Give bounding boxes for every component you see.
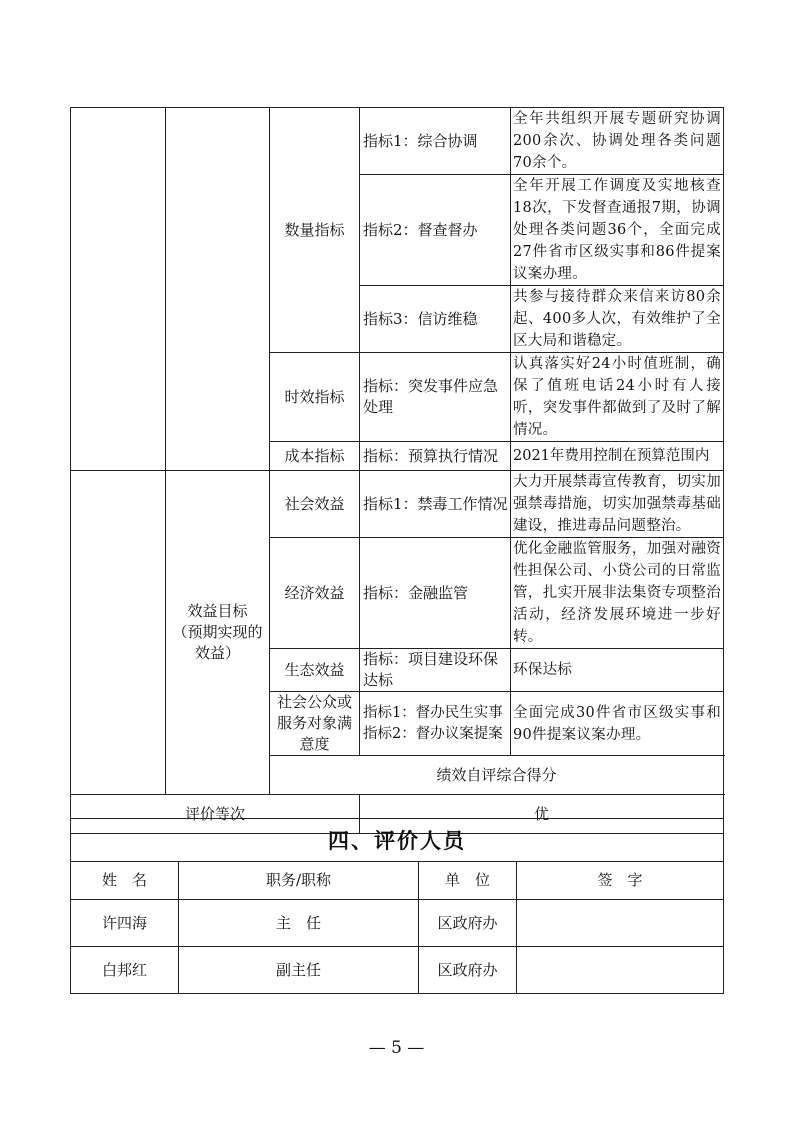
grade-label: 评价等次 <box>71 795 360 834</box>
header-unit: 单 位 <box>419 862 517 900</box>
empty-category-cell <box>166 108 270 471</box>
empty-category-cell <box>71 108 166 471</box>
indicator-satisfaction <box>360 692 511 756</box>
table-row <box>71 471 724 538</box>
page-number: — 5 — <box>368 1038 425 1058</box>
indicator-environment: 指标：项目建设环保达标 <box>360 649 511 692</box>
indicator-petitions: 指标3：信访维稳 <box>360 286 511 353</box>
evaluator-unit: 区政府办 <box>419 947 517 994</box>
sub-category-line: 社会公众或 <box>276 693 352 711</box>
indicator-value: 认真落实好24小时值班制，确保了值班电话24小时有人接听，突发事件都做到了及时了解情况。 <box>511 353 724 442</box>
indicator-value: 共参与接待群众来信来访80余起、400多人次，有效维护了全区大局和谐稳定。 <box>511 286 724 353</box>
table-row <box>71 108 724 175</box>
benefit-category-line: 效益） <box>194 644 240 662</box>
indicator-line: 指标1：督办民生实事 <box>363 704 503 721</box>
indicator-value: 全年开展工作调度及实地核查18次，下发督查通报7期，协调处理各类问题36个，全面完成27件省市区级实事和86件提案议案办理。 <box>511 175 724 286</box>
indicator-value: 全面完成30件省市区级实事和90件提案议案办理。 <box>511 692 724 756</box>
evaluator-name: 白邦红 <box>71 947 179 994</box>
indicator-value: 2021年费用控制在预算范围内 <box>511 442 724 471</box>
indicator-value: 大力开展禁毒宣传教育，切实加强禁毒措施，切实加强禁毒基础建设，推进毒品问题整治。 <box>511 471 724 538</box>
indicator-value: 环保达标 <box>511 649 724 692</box>
sub-category-cost: 成本指标 <box>270 442 360 471</box>
table-row <box>71 819 724 862</box>
header-name: 姓 名 <box>71 862 179 900</box>
evaluators-table <box>70 818 724 994</box>
table-row <box>71 947 724 994</box>
sub-category-line: 服务对象满 <box>276 714 352 732</box>
indicator-emergency: 指标：突发事件应急处理 <box>360 353 511 442</box>
sub-category-economic: 经济效益 <box>270 538 360 649</box>
indicator-supervision: 指标2：督查督办 <box>360 175 511 286</box>
sub-category-social: 社会效益 <box>270 471 360 538</box>
benefit-category-line: 效益目标 <box>187 602 248 620</box>
evaluator-signature <box>517 947 724 994</box>
header-title: 职务/职称 <box>179 862 419 900</box>
evaluator-unit: 区政府办 <box>419 900 517 947</box>
sub-category-ecological: 生态效益 <box>270 649 360 692</box>
indicator-value: 全年共组织开展专题研究协调200余次、协调处理各类问题70余个。 <box>511 108 724 175</box>
evaluator-signature <box>517 900 724 947</box>
indicator-coordination: 指标1：综合协调 <box>360 108 511 175</box>
sub-category-line: 意度 <box>299 735 330 753</box>
indicator-finance: 指标：金融监管 <box>360 538 511 649</box>
grade-value: 优 <box>360 795 724 834</box>
indicator-line: 指标2：督办议案提案 <box>363 725 503 742</box>
evaluator-name: 许四海 <box>71 900 179 947</box>
table-row <box>71 900 724 947</box>
indicator-value: 优化金融监管服务，加强对融资性担保公司、小贷公司的日常监管，扎实开展非法集资专项整治活动，经济发展环境进一步好转。 <box>511 538 724 649</box>
performance-table <box>70 107 724 834</box>
benefit-category-line: （预期实现的 <box>172 623 263 641</box>
header-signature: 签 字 <box>517 862 724 900</box>
empty-category-cell <box>71 471 166 795</box>
sub-category-quantity: 数量指标 <box>270 108 360 353</box>
evaluator-title: 副主任 <box>179 947 419 994</box>
table-header-row <box>71 862 724 900</box>
benefit-category <box>166 471 270 795</box>
evaluator-title: 主 任 <box>179 900 419 947</box>
sub-category-timeliness: 时效指标 <box>270 353 360 442</box>
indicator-drug-control: 指标1：禁毒工作情况 <box>360 471 511 538</box>
self-score-label: 绩效自评综合得分 <box>270 756 724 795</box>
section-title: 四、评价人员 <box>71 819 724 862</box>
sub-category-satisfaction <box>270 692 360 756</box>
indicator-budget: 指标：预算执行情况 <box>360 442 511 471</box>
